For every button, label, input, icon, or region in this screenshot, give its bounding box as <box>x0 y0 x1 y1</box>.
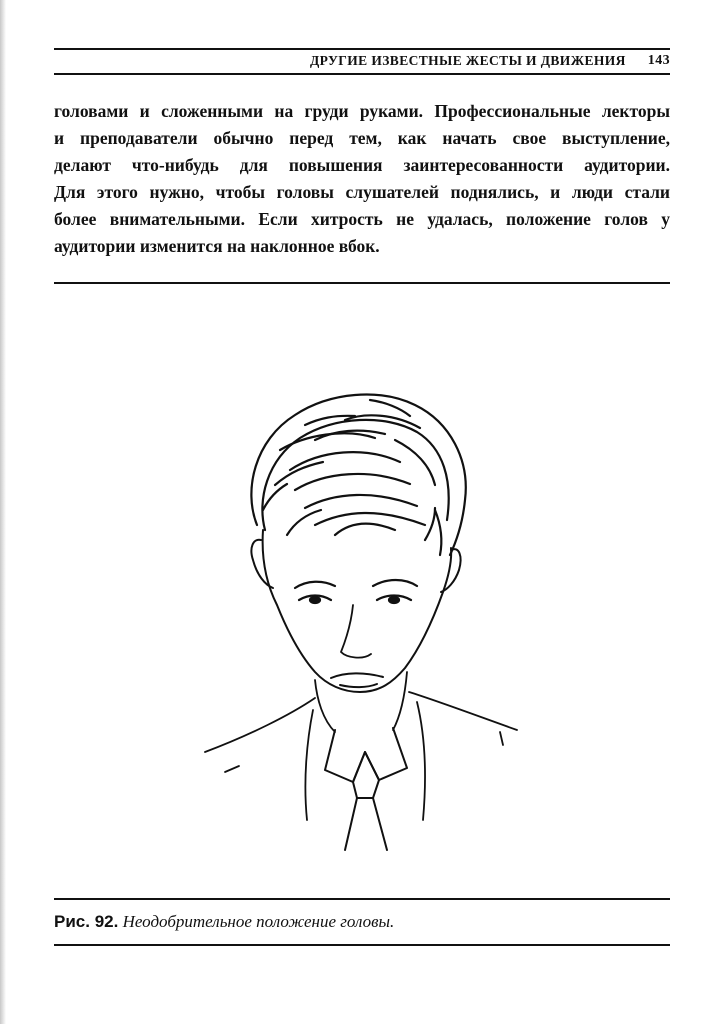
collar-and-tie <box>325 728 407 850</box>
caption-text: Неодобрительное положение головы. <box>122 912 395 931</box>
figure-illustration <box>195 380 525 860</box>
body-line: более внимательными. Если хитрость не удалась, положение голов у <box>54 209 670 229</box>
body-line: головами и сложенными на груди руками. Профессиональные лекторы <box>54 101 670 121</box>
figure-top-rule <box>54 282 670 284</box>
page-number: 143 <box>647 53 670 68</box>
running-title: ДРУГИЕ ИЗВЕСТНЫЕ ЖЕСТЫ И ДВИЖЕНИЯ <box>309 53 626 68</box>
eyes <box>295 580 417 603</box>
hair-strokes <box>251 395 465 555</box>
face-outline <box>251 530 460 692</box>
caption-top-rule <box>54 898 670 900</box>
mouth <box>331 673 383 687</box>
nose <box>341 605 371 658</box>
figure-caption <box>54 912 394 932</box>
body-line: делают что-нибудь для повышения заинтересованности аудитории. <box>54 155 670 175</box>
body-line: и преподаватели обычно перед тем, как начать свое выступление, <box>54 128 670 148</box>
header-bottom-rule <box>54 73 670 75</box>
body-line: аудитории изменится на наклонное вбок. <box>54 236 380 256</box>
running-header <box>54 50 670 72</box>
caption-label: Рис. 92. <box>54 912 119 931</box>
page-edge-shadow <box>0 0 6 1024</box>
jacket <box>205 692 517 820</box>
body-paragraph <box>54 98 670 260</box>
caption-bottom-rule <box>54 944 670 946</box>
body-line: Для этого нужно, чтобы головы слушателей поднялись, и люди стали <box>54 182 670 202</box>
